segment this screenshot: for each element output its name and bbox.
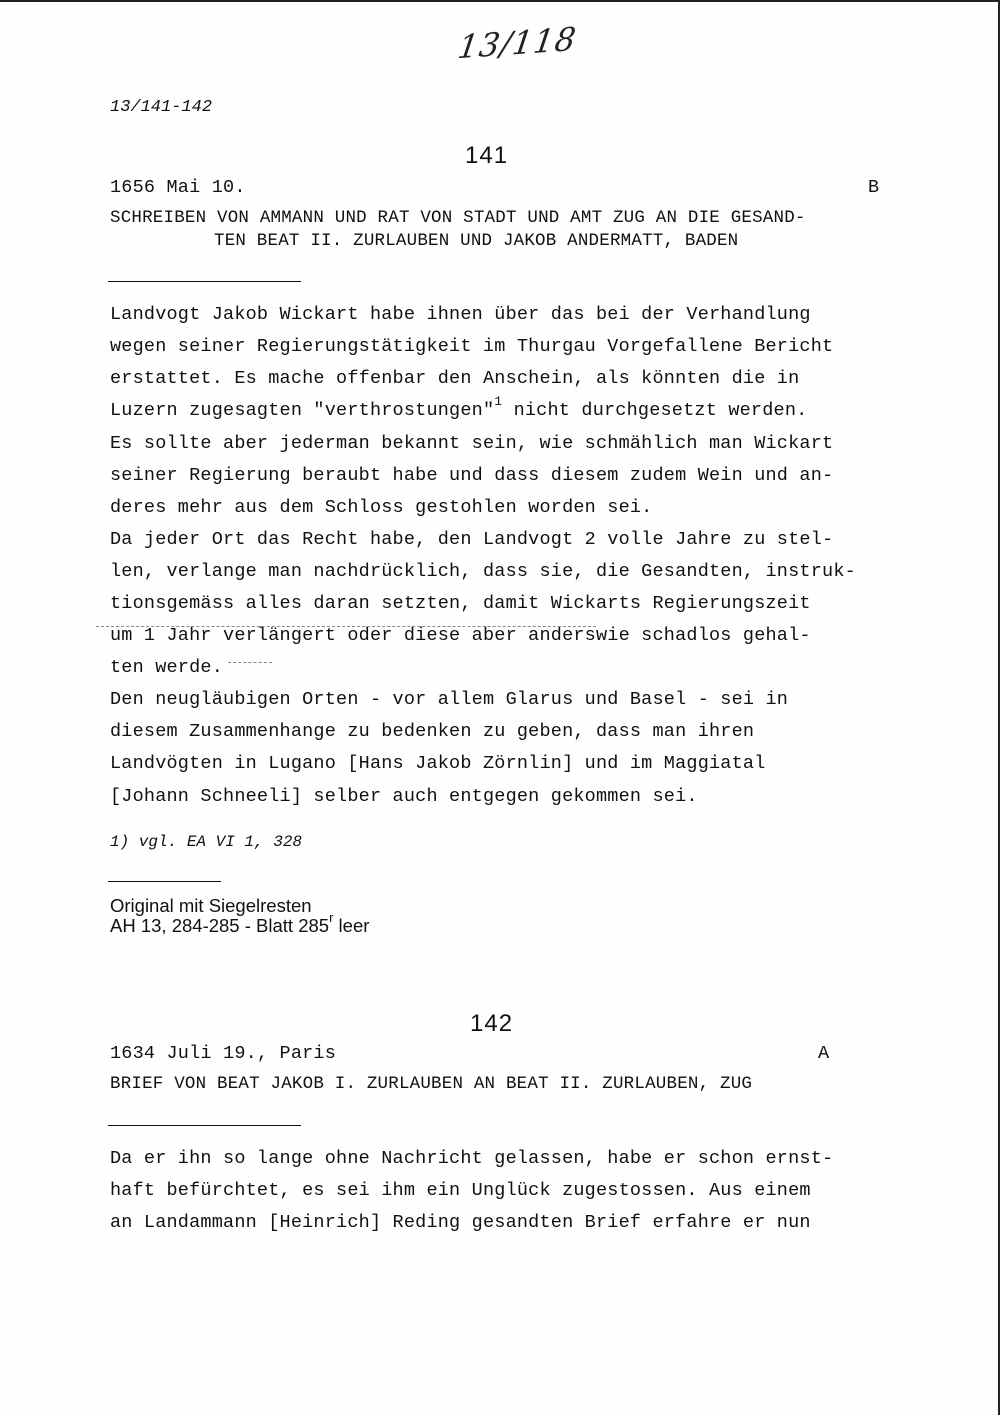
entry-number-142: 142 <box>470 1010 514 1037</box>
body-text: Luzern zugesagten "verthrostungen" <box>110 400 495 421</box>
entry-141-body-line: Landvogt Jakob Wickart habe ihnen über das bei der Verhandlung <box>110 304 811 325</box>
entry-141-body-line: [Johann Schneeli] selber auch entgegen gekommen sei. <box>110 786 698 807</box>
entry-141-body-line-with-footnote <box>110 393 808 421</box>
entry-141-body-line: diesem Zusammenhange zu bedenken zu geben, dass man ihren <box>110 721 755 742</box>
entry-141-body-line: Landvögten in Lugano [Hans Jakob Zörnlin] und im Maggiatal <box>110 753 766 774</box>
entry-141-body-line: ten werde. <box>110 657 224 678</box>
entry-142-body-line: an Landammann [Heinrich] Reding gesandten Brief erfahre er nun <box>110 1212 811 1233</box>
entry-142-body-line: Da er ihn so lange ohne Nachricht gelassen, habe er schon ernst- <box>110 1148 834 1169</box>
entry-142-body-line: haft befürchtet, es sei ihm ein Unglück zugestossen. Aus einem <box>110 1180 811 1201</box>
reference-id: 13/141-142 <box>110 98 213 117</box>
entry-141-body-line: wegen seiner Regierungstätigkeit im Thurgau Vorgefallene Bericht <box>110 336 834 357</box>
entry-141-divider <box>108 281 301 282</box>
entry-141-source-line-2 <box>110 909 370 937</box>
source-superscript: r <box>329 909 334 925</box>
entry-142-date: 1634 Juli 19., Paris <box>110 1043 337 1064</box>
entry-141-body-line: erstattet. Es mache offenbar den Anschein, als könnten die in <box>110 368 800 389</box>
entry-141-body-line: um 1 Jahr verlängert oder diese aber anderswie schadlos gehal- <box>110 625 811 646</box>
entry-141-title-line-2: TEN BEAT II. ZURLAUBEN UND JAKOB ANDERMATT, BADEN <box>214 231 739 251</box>
entry-number-141: 141 <box>465 142 509 169</box>
entry-141-body-line: Da jeder Ort das Recht habe, den Landvogt 2 volle Jahre zu stel- <box>110 529 834 550</box>
entry-141-body-line: Es sollte aber jederman bekannt sein, wie schmählich man Wickart <box>110 433 834 454</box>
entry-141-body-line: deres mehr aus dem Schloss gestohlen worden sei. <box>110 497 653 518</box>
scan-artifact <box>96 626 596 628</box>
source-text: leer <box>333 915 370 936</box>
entry-141-body-line: Den neugläubigen Orten - vor allem Glarus und Basel - sei in <box>110 689 789 710</box>
entry-141-date: 1656 Mai 10. <box>110 177 246 198</box>
entry-141-body-line: seiner Regierung beraubt habe und dass diesem zudem Wein und an- <box>110 465 834 486</box>
entry-141-letter: B <box>868 177 880 198</box>
body-text: nicht durchgesetzt werden. <box>502 400 808 421</box>
entry-141-body-line: tionsgemäss alles daran setzten, damit Wickarts Regierungszeit <box>110 593 811 614</box>
handwritten-archive-mark: 13/118 <box>455 19 580 67</box>
entry-141-body-line: len, verlange man nachdrücklich, dass sie, die Gesandten, instruk- <box>110 561 856 582</box>
entry-142-title: BRIEF VON BEAT JAKOB I. ZURLAUBEN AN BEAT II. ZURLAUBEN, ZUG <box>110 1074 753 1094</box>
source-text: AH 13, 284-285 - Blatt 285 <box>110 915 330 936</box>
entry-141-footnote: 1) vgl. EA VI 1, 328 <box>110 833 303 851</box>
entry-142-divider <box>108 1125 301 1126</box>
scan-artifact <box>228 662 272 664</box>
entry-142-letter: A <box>818 1043 830 1064</box>
entry-141-source-divider <box>108 881 221 882</box>
entry-141-source-line-1: Original mit Siegelresten <box>110 895 312 916</box>
entry-141-title-line-1: SCHREIBEN VON AMMANN UND RAT VON STADT UND AMT ZUG AN DIE GESAND- <box>110 208 806 228</box>
footnote-marker: 1 <box>494 393 503 409</box>
